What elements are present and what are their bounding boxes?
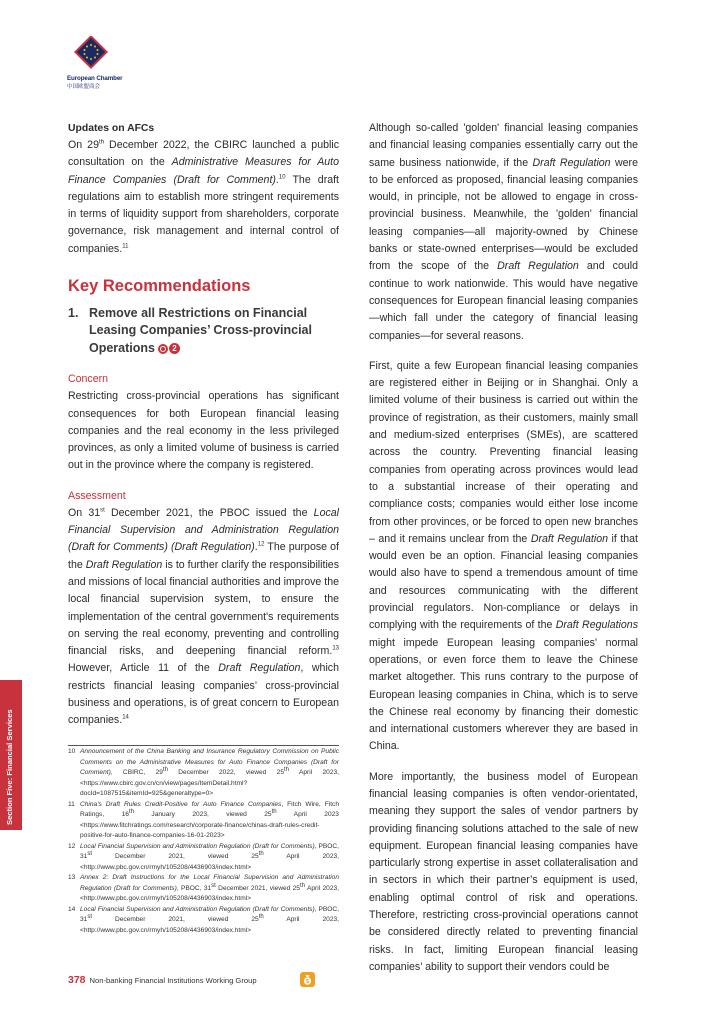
footnote-divider (68, 745, 339, 746)
assessment-paragraph: On 31st December 2021, the PBOC issued the Local Financial Supervision and Administration Regulation (Draft for Comments) (Draft Regulation).$^{12}$ The purpose of the Draft Regulation is to further clarify the responsibilities and missions of local financial authorities and improve the local financial supervision system, to ensure the implementation of the central government's requirements on serving the real economy, preventing and controlling financial risks, and deepening financial reform.$^{13}$ However, Article 11 of the Draft Regulation, which restricts financial leasing companies’ cross-provincial business and operations, is of great concern to European companies.$^{14}$ (68, 506, 339, 727)
footnote-ref: 13 (332, 645, 339, 652)
recommendation-number: 1. (68, 306, 79, 321)
working-group-name: Non-banking Financial Institutions Working Group (89, 975, 257, 985)
footnote-ref: 14 (122, 714, 129, 721)
footnotes (68, 747, 339, 936)
key-recommendations-heading: Key Recommendations (68, 277, 251, 296)
footnote-ref: 11 (122, 243, 129, 250)
target-icon (158, 344, 168, 354)
updates-paragraph: On 29th December 2022, the CBIRC launched a public consultation on the Administrative Measures for Auto Finance Companies (Draft for Comment).$^{10}$ The draft regulations aim to establish more stringent requirements in terms of liquidity support from shareholders, corporate governance, risk management and internal control of companies.$^{11}$ (68, 139, 339, 255)
money-bag-icon (300, 972, 315, 987)
footnote: 11 China's Draft Rules Credit-Positive for Auto Finance Companies, Fitch Wire, Fitch Ratings, 16th January 2023, viewed 25th April 2023 <https://www.fitchratings.com/research/corporate-finance/chinas-draft-rules-credit-positive-for-auto-finance-companies-16-01-2023> (68, 800, 339, 839)
recommendation-1-title: 1. Remove all Restrictions on Financial Leasing Companies’ Cross-provincial Operations 2 (68, 305, 339, 357)
footnote: 13 Annex 2: Draft Instructions for the Local Financial Supervision and Administration Regulation (Draft for Comments), PBOC, 31st December 2021, viewed 25th April 2023, <http://www.pbc.gov.cn/rmyh/105208/4436903/index.html> (68, 874, 340, 902)
logo-name: European Chamber (67, 75, 123, 82)
paragraph: Although so-called 'golden' financial leasing companies and financial leasing companies essentially carry out the same business nationwide, if the Draft Regulation were to be enforced as proposed, financial leasing companies would, in principle, not be allowed to engage in cross-provincial business. Meanwhile, the 'golden' financial leasing companies—all majority-owned by Chinese banks or state-owned enterprises—would be excluded from the scope of the Draft Regulation and could continue to work nationwide. This would have negative consequences for European financial leasing companies—which fall under the category of financial leasing companies—for several reasons. (369, 122, 638, 342)
section-side-tab (0, 680, 22, 830)
left-column (68, 120, 339, 730)
concern-paragraph: Restricting cross-provincial operations has significant consequences for both European financial leasing companies and the real economy in the less privileged provinces, as only a limited volume of business is carried out in the province where the company is registered. (68, 390, 339, 472)
european-chamber-logo (67, 36, 123, 90)
paragraph: First, quite a few European financial leasing companies are registered either in Beijing or in Shanghai. Only a limited volume of their business is carried out within the province of registration, as their customers, mainly small and medium-sized enterprises (SMEs), are scattered across the country. Preventing financial leasing companies from operating across provinces would lead to a substantial increase of their operating and compliance costs; companies would either lose income from other provinces, or be forced to open new branches – and it remains unclear from the Draft Regulation if that would even be an option. Financial leasing companies would also have to spend a tremendous amount of time and resources communicating with the different provincial regulators. Non-compliance or delays in complying with the requirements of the Draft Regulations might impede European leasing companies' normal operations, or even force them to leave the Chinese market altogether. This runs contrary to the purpose of European leasing companies in China, which is to serve the Chinese real economy by financing their domestic and international customers wherever they are based in China. (369, 359, 638, 753)
footnote: 10 Announcement of the China Banking and Insurance Regulatory Commission on Public Comments on the Administrative Measures for Auto Finance Companies (Draft for Comment), CBIRC, 29th December 2022, viewed 25th April 2023, <https://www.cbirc.gov.cn/cn/view/pages/ItemDetail.html?docId=1087515&itemId=925&generaltype=0> (68, 748, 339, 797)
footnote-ref: 10 (278, 174, 286, 181)
right-column (369, 120, 638, 976)
section-label: Section Five: Financial Services (5, 709, 14, 825)
svg-text:$: $ (305, 979, 310, 985)
updates-heading: Updates on AFCs (68, 123, 155, 134)
concern-heading: Concern (68, 373, 109, 386)
chamber-emblem-icon (67, 36, 115, 74)
page-footer (68, 974, 257, 986)
logo-name-zh: 中国欧盟商会 (67, 84, 101, 90)
footnote: 12 Local Financial Supervision and Administration Regulation (Draft for Comments), PBOC, 31st December 2021, viewed 25th April 2023, <http://www.pbc.gov.cn/rmyh/105208/4436903/index.html> (68, 842, 339, 871)
paragraph: More importantly, the business model of European financial leasing companies is often vendor-orientated, meaning they support the sales of vendor partners by providing financing solutions attached to the sale of new equipment. European financial leasing companies have particularly strong expertise in asset collateralisation and in sectors in which their partner’s equipment is used, enabling optimal control of risk and operations. Therefore, restricting cross-provincial operations cannot be considered directly related to preventing financial risks. In fact, limiting European financial leasing companies’ ability to support their vendors could be (369, 770, 638, 973)
footnote-ref: 12 (257, 541, 265, 548)
footnote: 14 Local Financial Supervision and Administration Regulation (Draft for Comments), PBOC, 31st December 2021, viewed 25th April 2023, <http://www.pbc.gov.cn/rmyh/105208/4436903/index.html> (68, 905, 339, 934)
page-number: 378 (68, 974, 86, 986)
priority-badge: 2 (158, 343, 180, 354)
assessment-heading: Assessment (68, 489, 126, 502)
